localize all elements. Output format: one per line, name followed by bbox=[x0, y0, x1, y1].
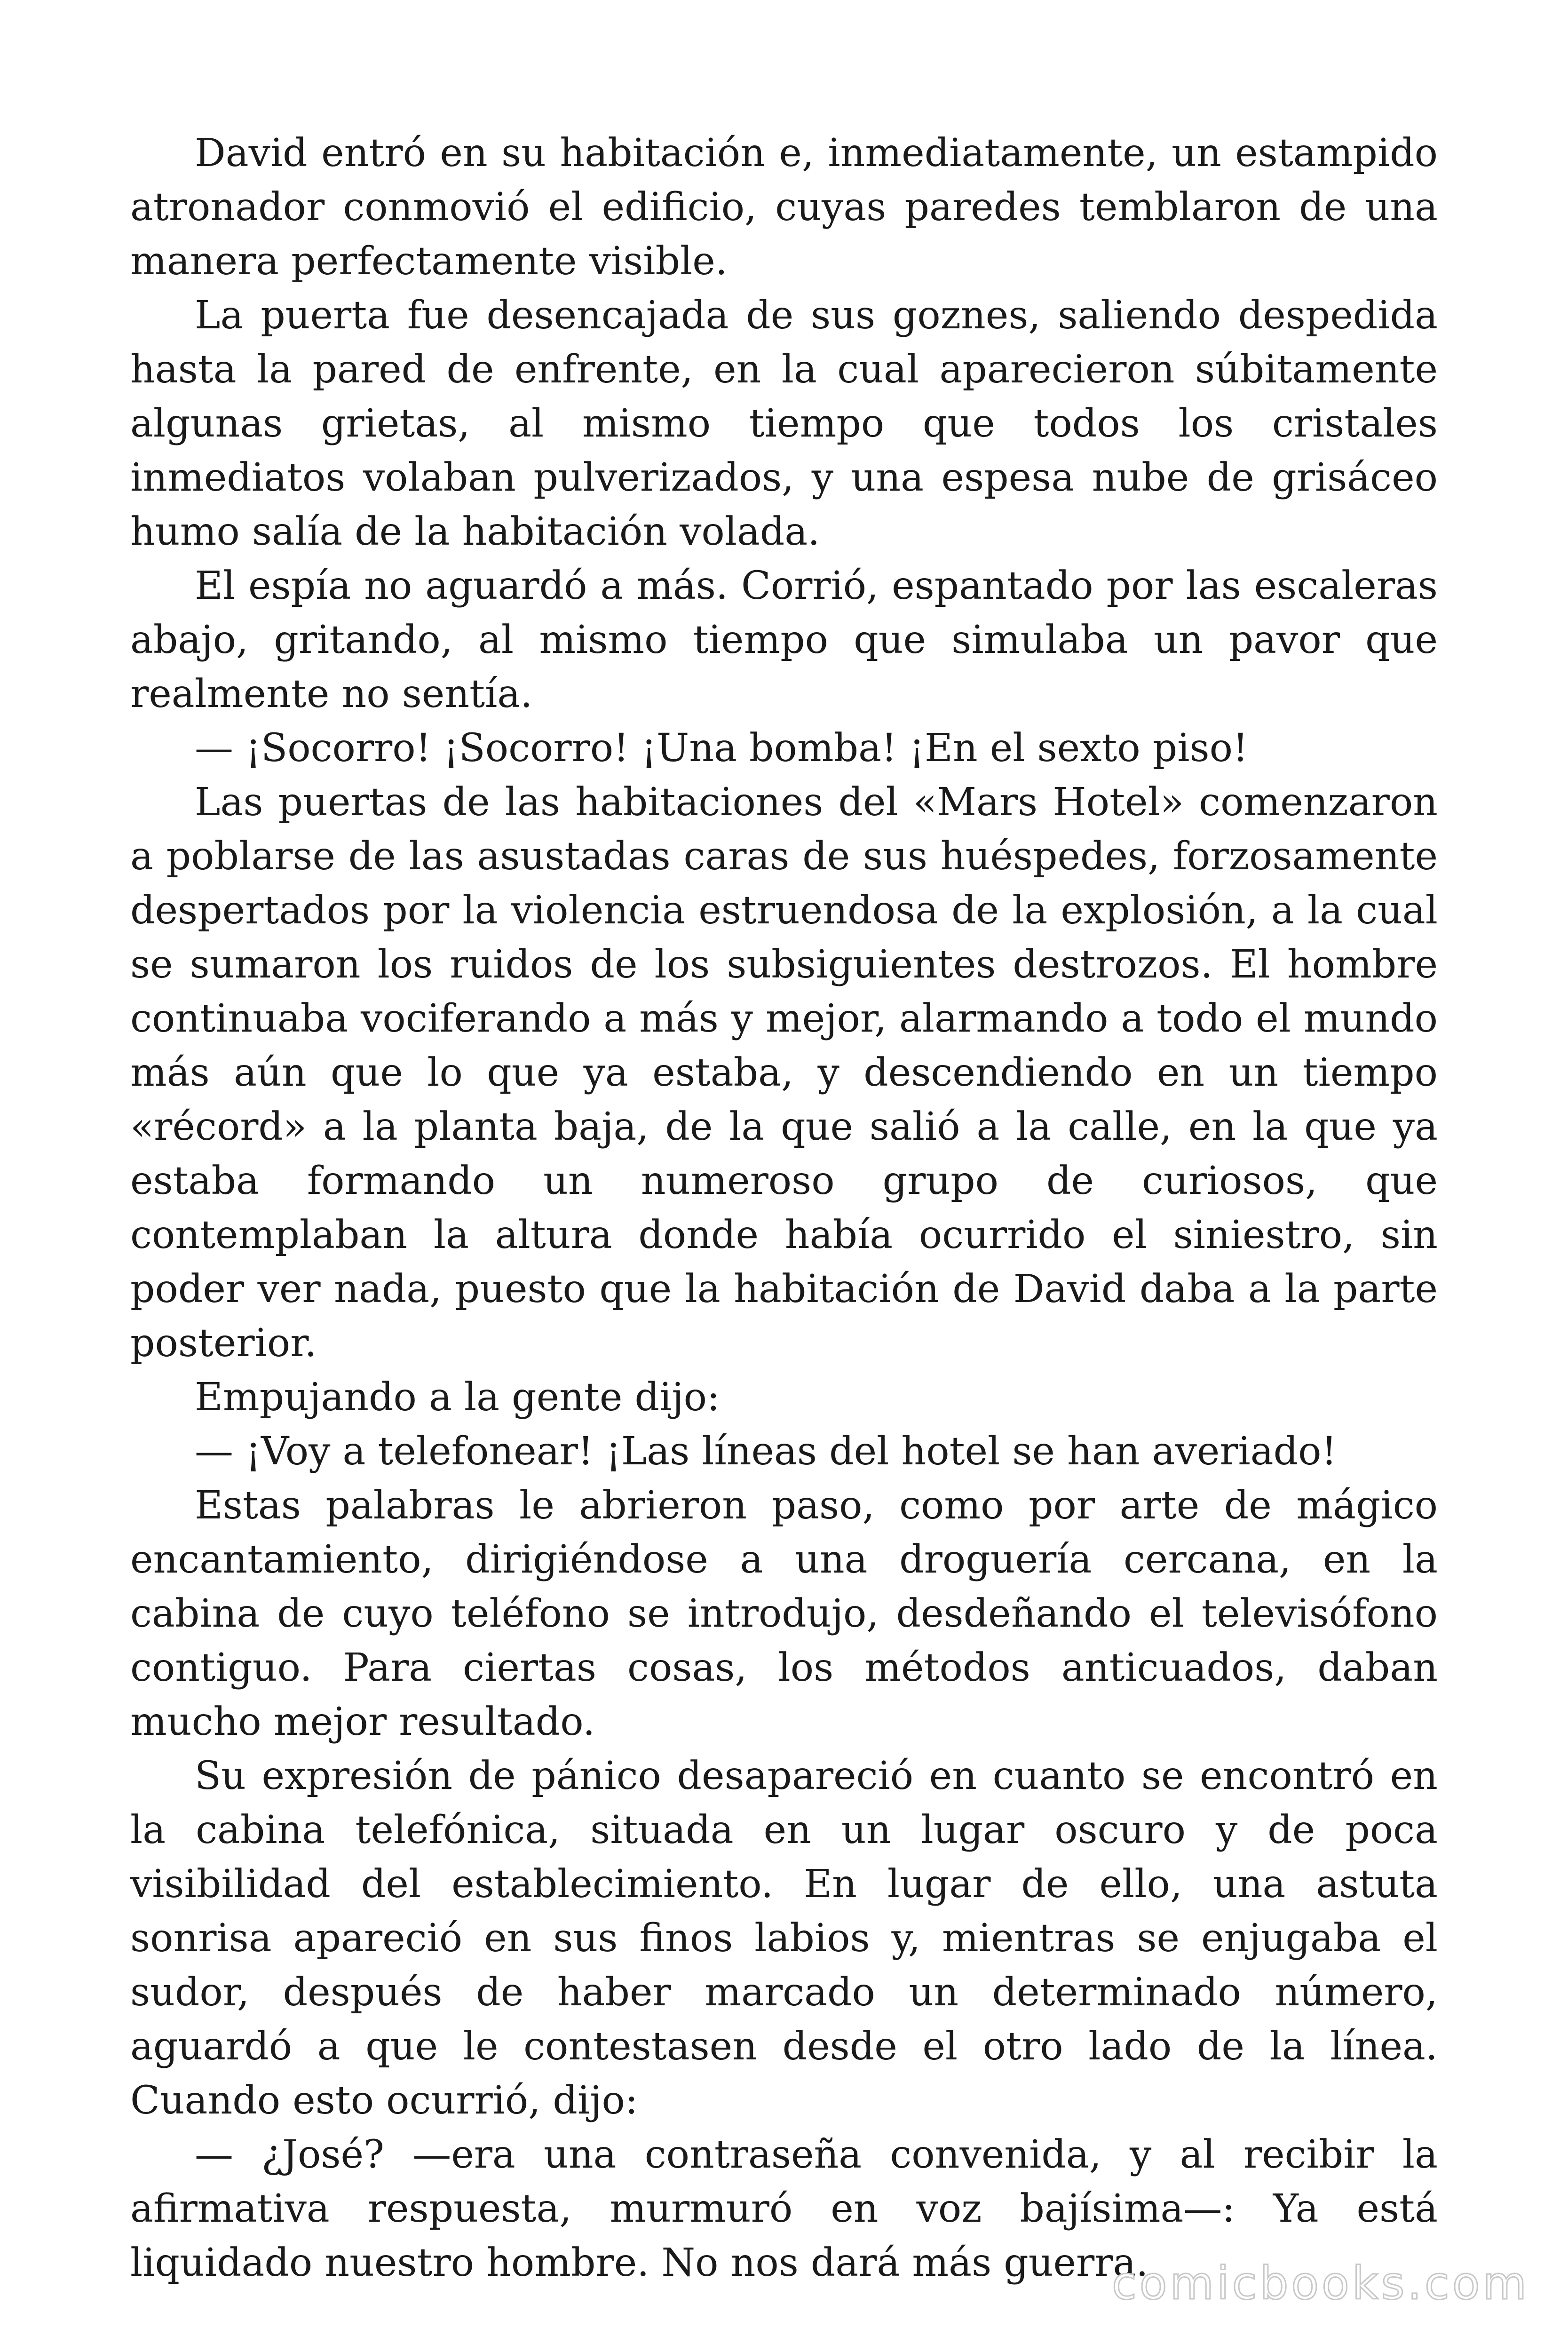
paragraph: Las puertas de las habitaciones del «Mars Hotel» comenzaron a poblarse de las asustadas caras de sus huéspedes, forzosamente despertados por la violencia estruendosa de la explosión, a la cual se sumaron los ruidos de los subsiguientes destrozos. El hombre continuaba vociferando a más y mejor, alarmando a todo el mundo más aún que lo que ya estaba, y descendiendo en un tiempo «récord» a la planta baja, de la que salió a la calle, en la que ya estaba formando un numeroso grupo de curiosos, que contemplaban la altura donde había ocurrido el siniestro, sin poder ver nada, puesto que la habitación de David daba a la parte posterior. bbox=[130, 780, 1438, 1366]
paragraph: Estas palabras le abrieron paso, como por arte de mágico encantamiento, dirigiéndose a una droguería cercana, en la cabina de cuyo teléfono se introdujo, desdeñando el televisófono contiguo. Para ciertas cosas, los métodos anticuados, daban mucho mejor resultado. bbox=[130, 1483, 1438, 1744]
paragraph: Empujando a la gente dijo: bbox=[195, 1375, 720, 1420]
paragraph: El espía no aguardó a más. Corrió, espantado por las escaleras abajo, gritando, al mismo tiempo que simulaba un pavor que realmente no sentía. bbox=[130, 564, 1438, 716]
paragraph: David entró en su habitación e, inmediatamente, un estampido atronador conmovió el edificio, cuyas paredes temblaron de una manera perfectamente visible. bbox=[130, 131, 1438, 284]
paragraph: — ¡Voy a telefonear! ¡Las líneas del hotel se han averiado! bbox=[195, 1429, 1337, 1474]
paragraph: Su expresión de pánico desapareció en cuanto se encontró en la cabina telefónica, situada en un lugar oscuro y de poca visibilidad del establecimiento. En lugar de ello, una astuta sonrisa apareció en sus finos labios y, mientras se enjugaba el sudor, después de haber marcado un determinado número, aguardó a que le contestasen desde el otro lado de la línea. Cuando esto ocurrió, dijo: bbox=[130, 1754, 1438, 2123]
watermark: comicbooks.com bbox=[1111, 2257, 1529, 2310]
body-text bbox=[130, 126, 1438, 2290]
paragraph: La puerta fue desencajada de sus goznes, saliendo despedida hasta la pared de enfrente, en la cual aparecieron súbitamente algunas grietas, al mismo tiempo que todos los cristales inmediatos volaban pulverizados, y una espesa nube de grisáceo humo salía de la habitación volada. bbox=[130, 293, 1438, 554]
paragraph: — ¿José? —era una contraseña convenida, y al recibir la afirmativa respuesta, murmuró en voz bajísima—: Ya está liquidado nuestro hombre. No nos dará más guerra. bbox=[130, 2132, 1438, 2285]
paragraph: — ¡Socorro! ¡Socorro! ¡Una bomba! ¡En el sexto piso! bbox=[195, 726, 1248, 771]
